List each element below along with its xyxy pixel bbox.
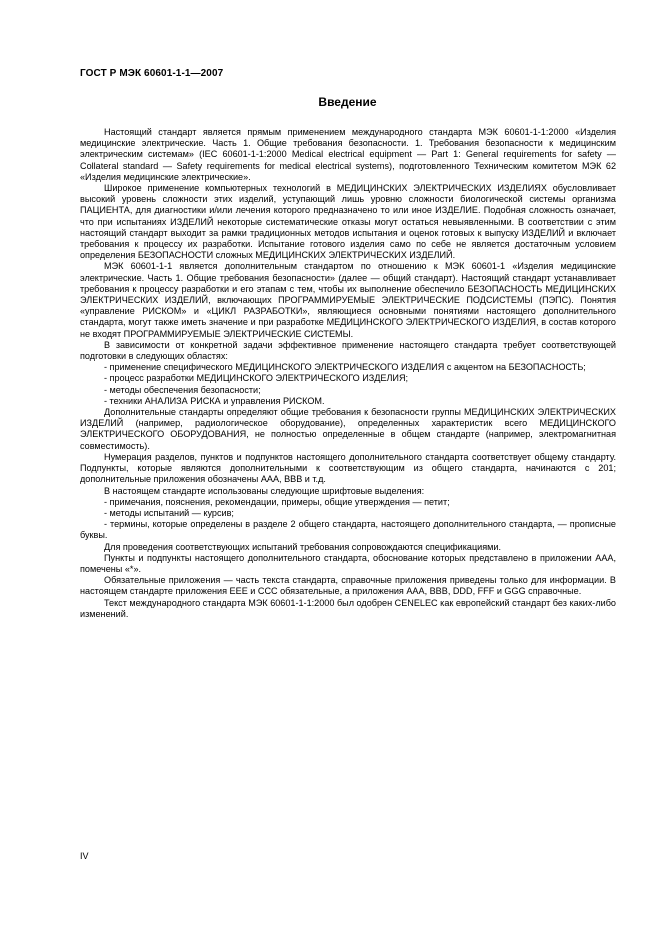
list-item: - термины, которые определены в разделе 2 общего стандарта, настоящего дополнительного стандарта, — прописные буквы. [80,519,616,541]
paragraph: Текст международного стандарта МЭК 60601-1-1:2000 был одобрен CENELEC как европейский стандарт без каких-либо изменений. [80,597,616,619]
body-text [80,127,616,620]
list-item: - методы испытаний — курсив; [104,507,234,518]
list-item: - примечания, пояснения, рекомендации, примеры, общие утверждения — петит; [104,496,450,507]
paragraph: Пункты и подпункты настоящего дополнительного стандарта, обоснование которых представлено в приложении ААА, помечены «*». [80,552,616,574]
paragraph: Для проведения соответствующих испытаний требования сопровождаются спецификациями. [104,541,502,552]
paragraph: Широкое применение компьютерных технологий в МЕДИЦИНСКИХ ЭЛЕКТРИЧЕСКИХ ИЗДЕЛИЯХ обусловливает высокий уровень сложности этих изделий, уступающий лишь уровню сложности биологической системы организма ПАЦИЕНТА, для диагностики и/или лечения которого предназначено то или иное ИЗДЕЛИЕ. Подобная сложность означает, что при испытаниях ИЗДЕЛИЙ некоторые систематические отказы могут остаться невыявленными. В соответствии с этим настоящий стандарт выходит за рамки традиционных методов испытания и оценок готовых к выпуску ИЗДЕЛИЙ и включает требования к процессу их разработки. Испытание готового изделия само по себе не является достаточным условием определения БЕЗОПАСНОСТИ сложных МЕДИЦИНСКИХ ЭЛЕКТРИЧЕСКИХ ИЗДЕЛИЙ. [80,183,616,261]
paragraph: Нумерация разделов, пунктов и подпунктов настоящего дополнительного стандарта соответствует общему стандарту. Подпункты, которые являются дополнительными к соответствующим из общего стандарта, начинаются с 201; дополнительные приложения обозначены ААА, ВВВ и т.д. [80,451,616,485]
paragraph: МЭК 60601-1-1 является дополнительным стандартом по отношению к МЭК 60601-1 «Изделия медицинские электрические. Часть 1. Общие требования безопасности» (далее — общий стандарт). Настоящий стандарт устанавливает требования к процессу разработки и его этапам с тем, чтобы их выполнение обеспечило БЕЗОПАСНОСТЬ МЕДИЦИНСКИХ ЭЛЕКТРИЧЕСКИХ ИЗДЕЛИЙ, включающих ПРОГРАММИРУЕМЫЕ ЭЛЕКТРИЧЕСКИЕ ПОДСИСТЕМЫ (ПЭПС). Понятия «управление РИСКОМ» и «ЦИКЛ РАЗРАБОТКИ», являющиеся основными понятиями настоящего дополнительного стандарта, могут также иметь значение и при разработке МЕДИЦИНСКОГО ЭЛЕКТРИЧЕСКОГО ИЗДЕЛИЯ, в состав которого не входят ПРОГРАММИРУЕМЫЕ ЭЛЕКТРИЧЕСКИЕ СИСТЕМЫ. [80,261,616,339]
page-number: IV [80,851,89,861]
list-item: - применение специфического МЕДИЦИНСКОГО ЭЛЕКТРИЧЕСКОГО ИЗДЕЛИЯ с акцентом на БЕЗОПАСНОСТЬ; [104,362,586,373]
paragraph: В зависимости от конкретной задачи эффективное применение настоящего стандарта требует соответствующей подготовки в следующих областях: [80,339,616,362]
list-item: - методы обеспечения безопасности; [104,384,261,395]
paragraph: Обязательные приложения — часть текста стандарта, справочные приложения приведены только для информации. В настоящем стандарте приложения ЕЕЕ и ССС обязательные, а приложения ААА, ВВВ, DDD, FFF и GGG справочные. [80,575,616,597]
standard-code-header: ГОСТ Р МЭК 60601-1-1—2007 [80,68,224,79]
paragraph: Настоящий стандарт является прямым применением международного стандарта МЭК 60601-1-1:2000 «Изделия медицинские электрические. Часть 1. Общие требования безопасности. 1. Требования безопасности к медицинским электрическим системам» (IEC 60601-1-1:2000 Medical electrical equipment — Part 1: General requirements for safety — Collateral standard — Safety requirements for medical electrical systems), подготовленного Техническим комитетом МЭК 62 «Изделия медицинские электрические». [80,127,616,182]
list-item: - процесс разработки МЕДИЦИНСКОГО ЭЛЕКТРИЧЕСКОГО ИЗДЕЛИЯ; [104,373,409,384]
list-item: - техники АНАЛИЗА РИСКА и управления РИСКОМ. [104,395,325,406]
paragraph: В настоящем стандарте использованы следующие шрифтовые выделения: [104,485,425,496]
section-title-text: Введение [318,95,377,109]
paragraph: Дополнительные стандарты определяют общие требования к безопасности группы МЕДИЦИНСКИХ ЭЛЕКТРИЧЕСКИХ ИЗДЕЛИЙ (например, радиологическое оборудование), определенных характеристик всего МЕДИЦИНСКОГО ЭЛЕКТРИЧЕСКОГО ОБОРУДОВАНИЯ, не полностью определенные в общем стандарте (например, электромагнитная совместимость). [80,407,616,451]
section-title [0,95,661,109]
